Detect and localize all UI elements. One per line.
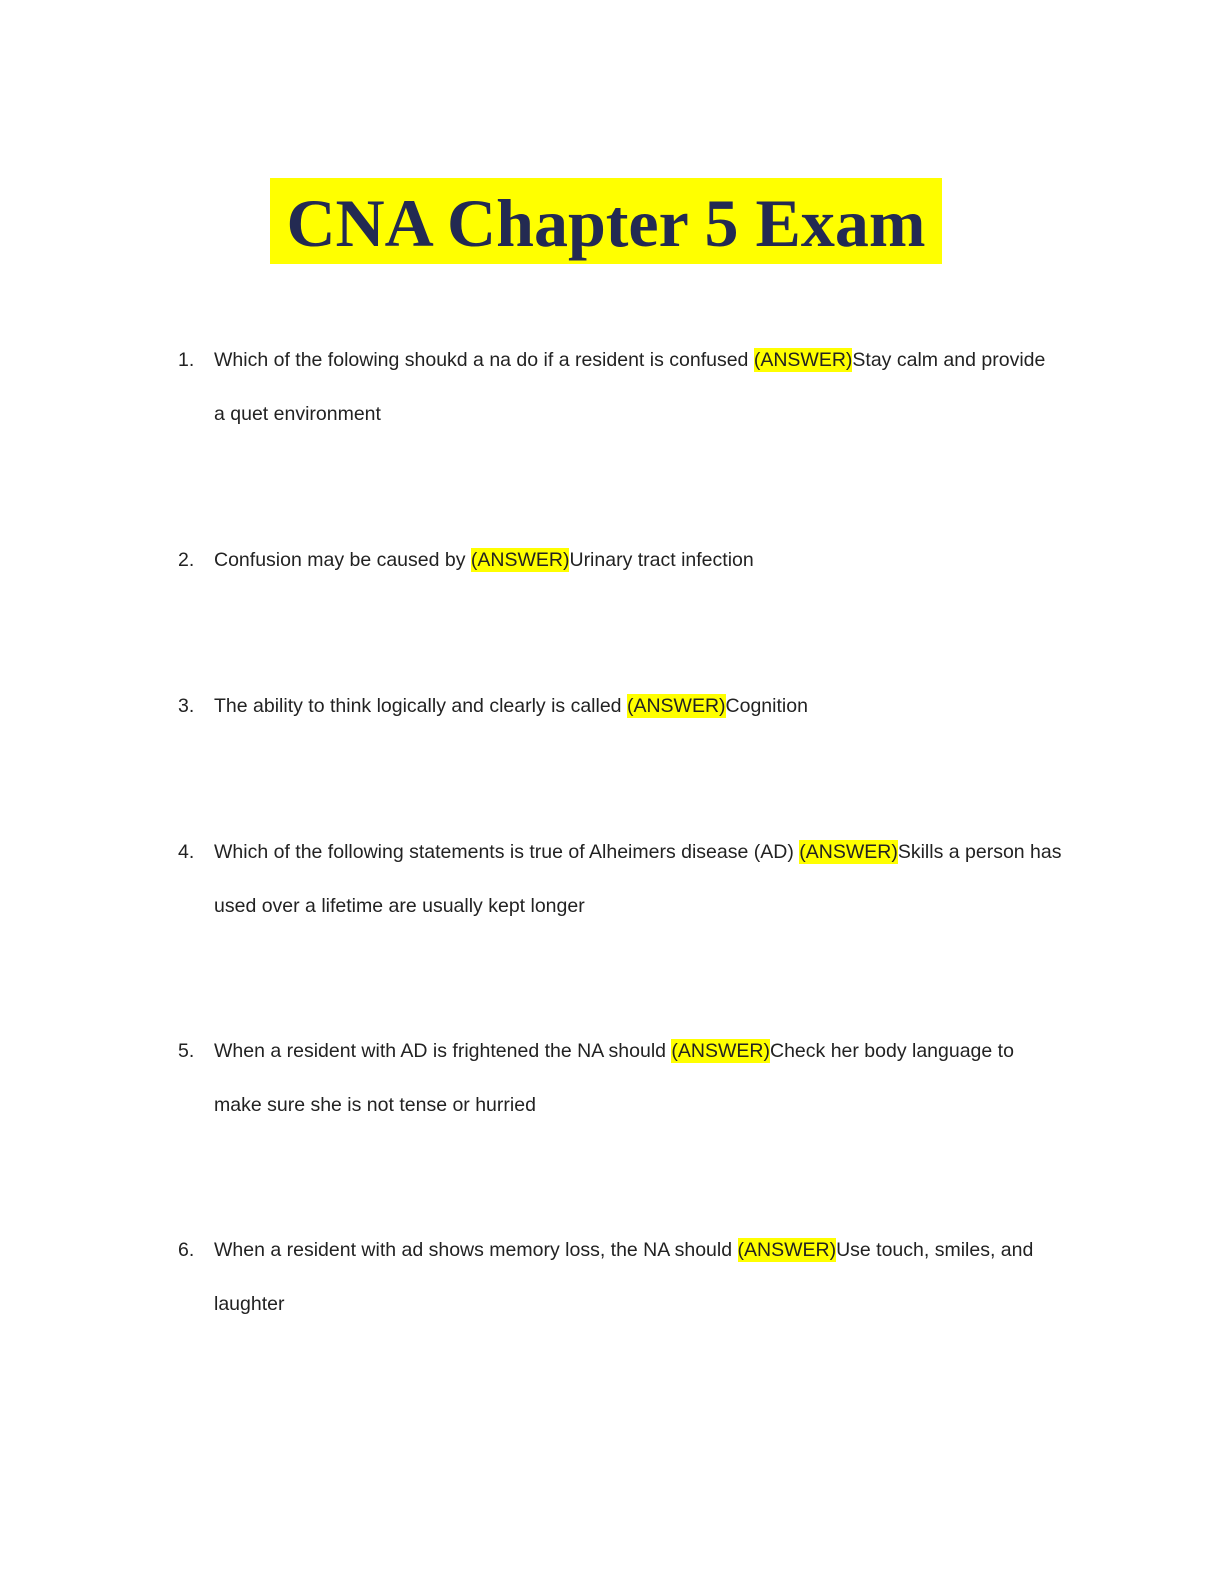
question-number: 4. — [178, 841, 195, 863]
question-line — [214, 1239, 1033, 1262]
question-line — [214, 695, 808, 718]
answer-text: Stay calm and provide — [852, 349, 1046, 371]
question-line — [214, 841, 1062, 864]
answer-marker: (ANSWER) — [626, 695, 726, 717]
question-text: Which of the folowing shoukd a na do if a resident is confused — [214, 349, 754, 371]
answer-continuation: a quet environment — [214, 403, 381, 425]
answer-marker: (ANSWER) — [753, 349, 853, 371]
answer-continuation: laughter — [214, 1293, 285, 1315]
answer-text: Urinary tract infection — [569, 549, 754, 571]
question-text: Confusion may be caused by — [214, 549, 471, 571]
question-number: 5. — [178, 1040, 195, 1062]
answer-text: Skills a person has — [897, 841, 1062, 863]
answer-text: Cognition — [725, 695, 808, 717]
question-line — [214, 349, 1045, 372]
answer-marker: (ANSWER) — [737, 1239, 837, 1261]
question-number: 1. — [178, 349, 195, 371]
answer-marker: (ANSWER) — [470, 549, 570, 571]
question-number: 3. — [178, 695, 195, 717]
answer-marker: (ANSWER) — [671, 1040, 770, 1062]
question-number: 2. — [178, 549, 195, 571]
answer-continuation: used over a lifetime are usually kept longer — [214, 895, 585, 917]
answer-marker: (ANSWER) — [799, 841, 898, 863]
page-title: CNA Chapter 5 Exam — [286, 185, 926, 261]
question-text: The ability to think logically and clearly is called — [214, 695, 627, 717]
question-line — [214, 1040, 1014, 1063]
question-text: When a resident with AD is frightened the NA should — [214, 1040, 672, 1062]
answer-text: Use touch, smiles, and — [836, 1239, 1034, 1261]
question-line — [214, 549, 754, 572]
question-number: 6. — [178, 1239, 195, 1261]
answer-text: Check her body language to — [770, 1040, 1014, 1062]
question-text: Which of the following statements is true of Alheimers disease (AD) — [214, 841, 800, 863]
question-text: When a resident with ad shows memory loss, the NA should — [214, 1239, 738, 1261]
answer-continuation: make sure she is not tense or hurried — [214, 1094, 536, 1116]
